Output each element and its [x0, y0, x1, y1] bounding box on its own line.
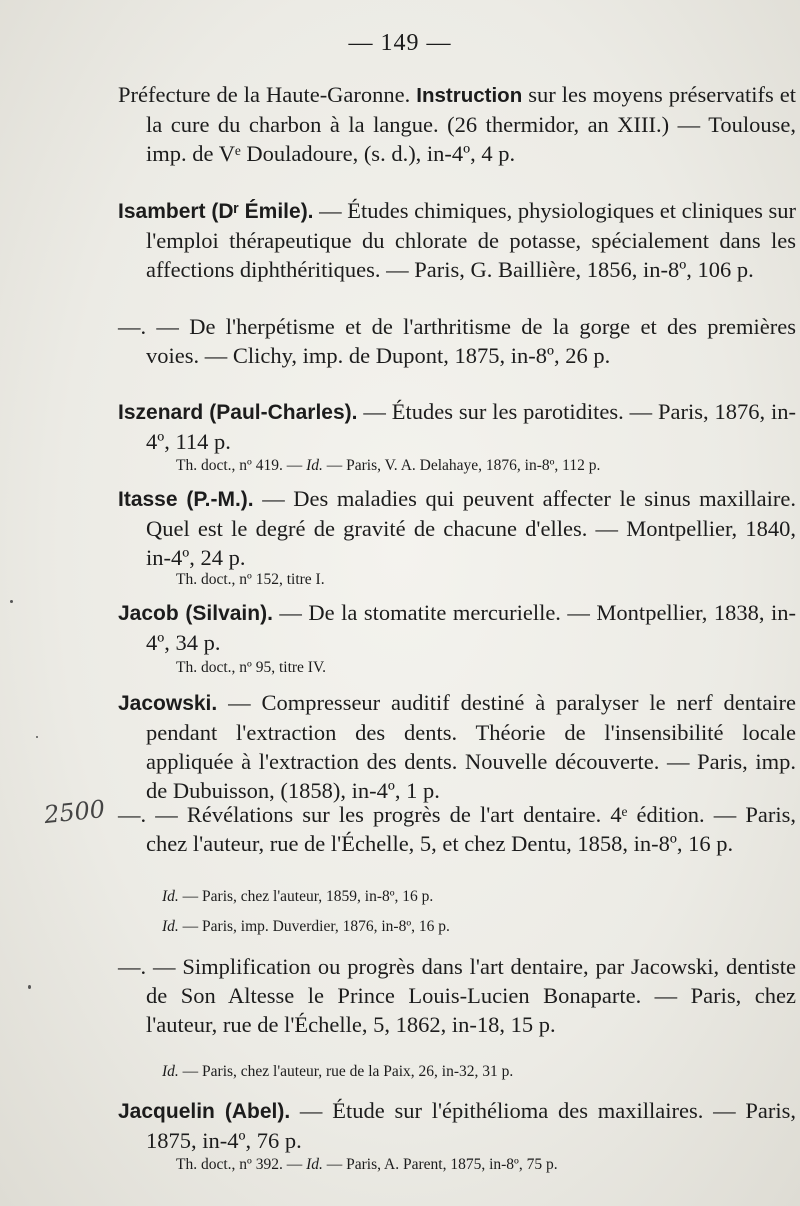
note-id: Id.: [162, 918, 179, 935]
reprint-note: [162, 1062, 762, 1082]
reprint-note: [162, 917, 762, 937]
entry-text: —. — Simplification ou progrès dans l'art dentaire, par Jacowski, dentiste de Son Altesse le Prince Louis-Lucien Bonaparte. — Paris, chez l'auteur, rue de l'Échelle, 5, 1862, in-18, 15 p.: [118, 954, 796, 1037]
note-id: Id.: [162, 888, 179, 905]
entry-bold-title: Instruction: [416, 84, 523, 107]
note-text: — Paris, chez l'auteur, 1859, in-8º, 16 p.: [178, 888, 434, 905]
bibliography-entry: [118, 1096, 796, 1155]
bibliography-entry: [118, 688, 796, 805]
entry-prefix: Préfecture de la Haute-Garonne.: [118, 82, 417, 107]
scan-speck: [36, 736, 38, 738]
note-text: Th. doct., nº 392. —: [176, 1156, 307, 1173]
note-id: Id.: [162, 1063, 179, 1080]
bibliography-entry: [118, 598, 796, 657]
page-number: — 149 —: [348, 30, 452, 56]
entry-author: Iszenard (Paul-Charles).: [118, 401, 358, 424]
entry-text: — Étude sur l'épithélioma des maxillaires. — Paris, 1875, in-4º, 76 p.: [146, 1098, 796, 1153]
thesis-note: [176, 456, 776, 476]
note-text: — Paris, imp. Duverdier, 1876, in-8º, 16 p.: [178, 918, 450, 935]
bibliography-entry: [118, 196, 796, 284]
bibliography-entry: [118, 312, 796, 370]
bibliography-entry: [118, 397, 796, 456]
note-id: Id.: [306, 1156, 323, 1173]
entry-text: — De la stomatite mercurielle. — Montpellier, 1838, in-4º, 34 p.: [146, 600, 796, 655]
handwritten-margin-note: 2500: [42, 794, 107, 830]
note-text: Th. doct., nº 419. —: [176, 457, 307, 474]
thesis-note: [176, 1155, 776, 1175]
entry-text: —. — De l'herpétisme et de l'arthritisme de la gorge et des premières voies. — Clichy, imp. de Dupont, 1875, in-8º, 26 p.: [118, 314, 796, 368]
entry-author: Jacob (Silvain).: [118, 602, 273, 625]
entry-text: — Des maladies qui peuvent affecter le sinus maxillaire. Quel est le degré de gravité de chacune d'elles. — Montpellier, 1840, in-4º, 24 p.: [146, 486, 796, 570]
thesis-note: [176, 570, 776, 590]
note-text: — Paris, V. A. Delahaye, 1876, in-8º, 112 p.: [322, 457, 601, 474]
entry-text: —. — Révélations sur les progrès de l'art dentaire. 4ᵉ édition. — Paris, chez l'auteur, rue de l'Échelle, 5, et chez Dentu, 1858, in-8º, 16 p.: [118, 802, 796, 856]
note-text: Th. doct., nº 95, titre IV.: [176, 659, 327, 676]
note-text: — Paris, A. Parent, 1875, in-8º, 75 p.: [322, 1156, 558, 1173]
entry-text: sur les moyens préservatifs et la cure du charbon à la langue. (26 thermidor, an XIII.) — Toulouse, imp. de Vᵉ Douladoure, (s. d.), in-4º, 4 p.: [146, 82, 796, 166]
bibliography-entry: [118, 484, 796, 572]
entry-author: Jacowski.: [118, 692, 218, 715]
note-id: Id.: [306, 457, 323, 474]
entry-author: Itasse (P.-M.).: [118, 488, 254, 511]
bibliography-entry: [118, 800, 796, 858]
scan-speck: [28, 985, 31, 989]
scan-speck: [10, 600, 13, 603]
note-text: Th. doct., nº 152, titre I.: [176, 571, 325, 588]
entry-author: Isambert (Dʳ Émile).: [118, 200, 314, 223]
entry-text: — Compresseur auditif destiné à paralyser le nerf dentaire pendant l'extraction des dents. Théorie de l'insensibilité locale appliquée à l'extraction des dents. Nouvelle découverte. — Paris, imp. de Dubuisson, (1858), in-4º, 1 p.: [146, 690, 796, 803]
entry-author: Jacquelin (Abel).: [118, 1100, 291, 1123]
thesis-note: [176, 658, 776, 678]
bibliography-entry: [118, 952, 796, 1039]
entry-text: — Études chimiques, physiologiques et cliniques sur l'emploi thérapeutique du chlorate de potasse, spécialement dans les affections diphthéritiques. — Paris, G. Baillière, 1856, in-8º, 106 p.: [146, 198, 796, 282]
note-text: — Paris, chez l'auteur, rue de la Paix, 26, in-32, 31 p.: [178, 1063, 514, 1080]
entry-text: — Études sur les parotidites. — Paris, 1876, in-4º, 114 p.: [146, 399, 797, 454]
bibliography-entry: [118, 80, 796, 168]
reprint-note: [162, 887, 762, 907]
